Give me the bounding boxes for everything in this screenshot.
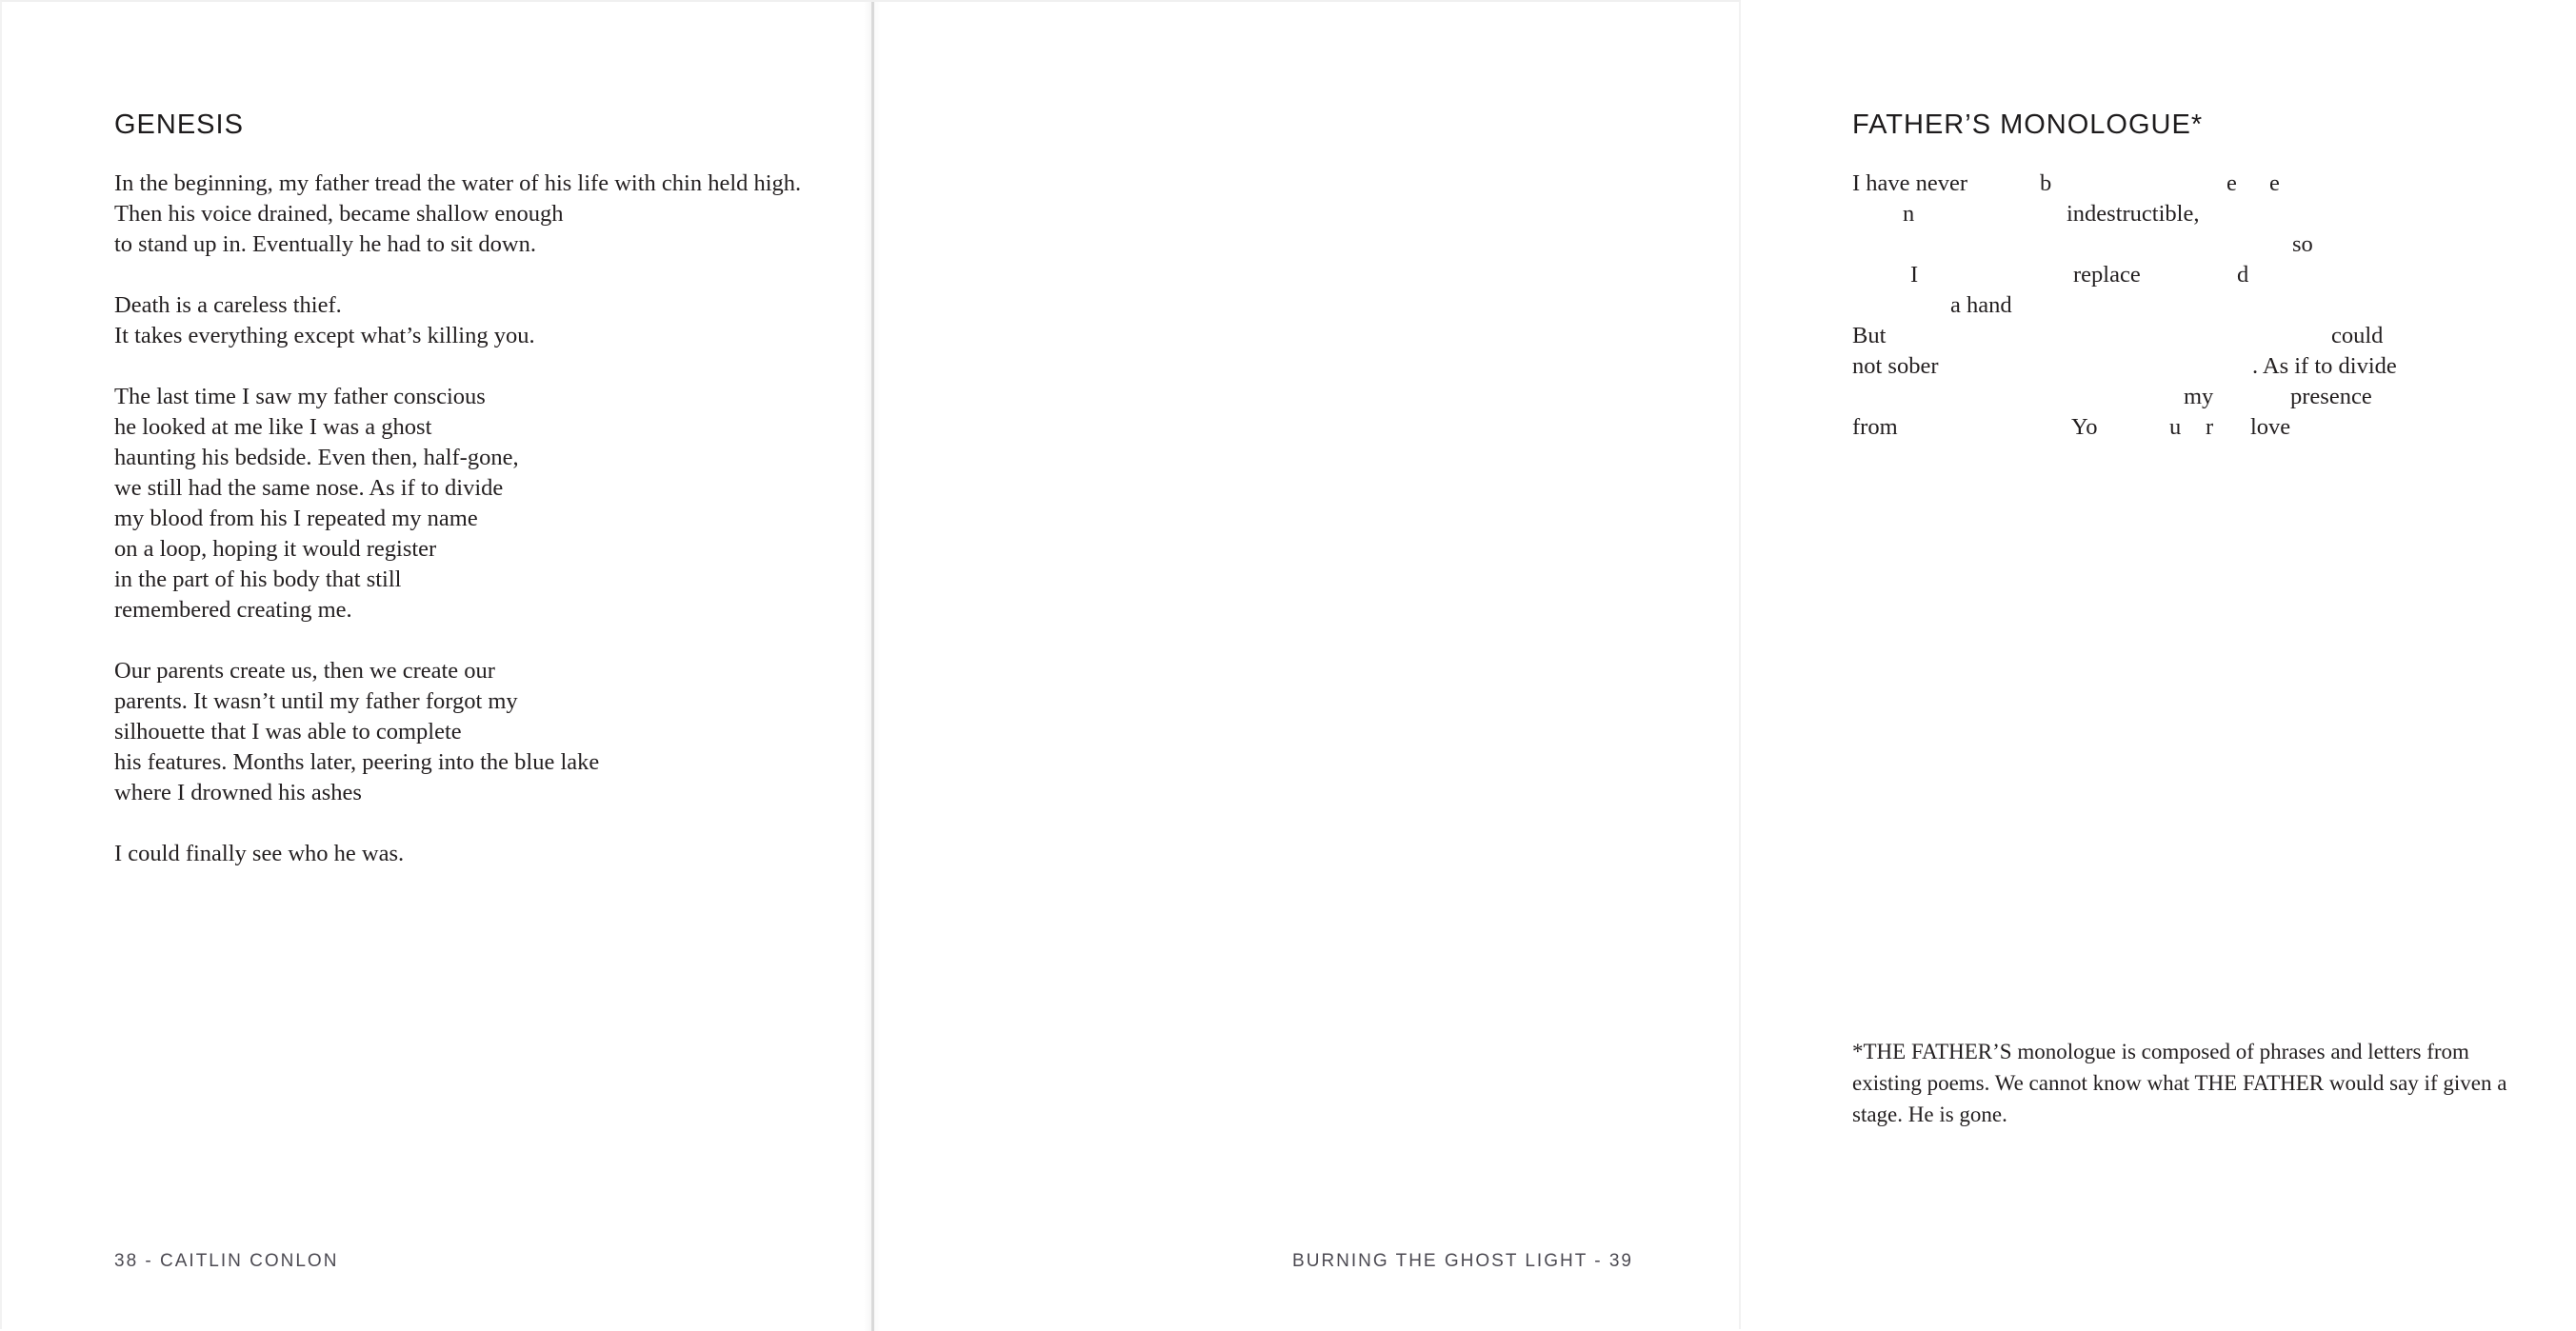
poem-line: in the part of his body that still: [114, 566, 402, 592]
poem-fragment: my: [2184, 384, 2214, 409]
poem-scatter-line: [1852, 382, 2576, 412]
poem-stanza: [114, 169, 802, 260]
poem-scatter-line: [1852, 290, 2576, 321]
page-title-fathers-monologue: FATHER’S MONOLOGUE*: [1852, 109, 2204, 140]
running-footer-right: BURNING THE GHOST LIGHT - 39: [1292, 1251, 1633, 1271]
poem-fragment: from: [1852, 414, 1898, 440]
poem-stanza: [114, 382, 781, 626]
poem-line: It takes everything except what’s killing you.: [114, 323, 535, 348]
poem-fragment: b: [2040, 170, 2052, 196]
running-footer-left: 38 - CAITLIN CONLON: [114, 1251, 339, 1271]
poem-fragment: d: [2237, 262, 2249, 288]
poem-fragment: replace: [2073, 262, 2141, 288]
poem-fragment: could: [2331, 323, 2384, 348]
poem-fragment: love: [2250, 414, 2291, 440]
right-page: [874, 2, 2507, 1331]
poem-line: haunting his bedside. Even then, half-gone,: [114, 445, 519, 470]
poem-scatter-line: [1852, 321, 2576, 351]
poem-stanza: [114, 290, 781, 351]
poem-line: Our parents create us, then we create our: [114, 658, 495, 684]
poem-scatter-line: [1852, 229, 2576, 260]
poem-line: his features. Months later, peering into the blue lake: [114, 749, 600, 775]
poem-fragment: Yo: [2071, 414, 2098, 440]
poem-stanza: [114, 656, 781, 808]
poem-fragment: r: [2206, 414, 2214, 440]
poem-line: I could finally see who he was.: [114, 841, 405, 866]
poem-fragment: . As if to divide: [2252, 353, 2397, 379]
poem-line: Death is a careless thief.: [114, 292, 342, 318]
poem-line: to stand up in. Eventually he had to sit down.: [114, 231, 536, 257]
left-page: [2, 2, 871, 1331]
poem-line: In the beginning, my father tread the water of his life with chin held high.: [114, 170, 802, 196]
poem-fragment: I have never: [1852, 170, 1968, 196]
poem-line: remembered creating me.: [114, 597, 352, 623]
poem-line: we still had the same nose. As if to divide: [114, 475, 504, 501]
poem-fragment: e: [2227, 170, 2237, 196]
poem-line: where I drowned his ashes: [114, 780, 362, 805]
poem-line: on a loop, hoping it would register: [114, 536, 437, 562]
poem-line: he looked at me like I was a ghost: [114, 414, 432, 440]
poem-scatter-line: [1852, 199, 2576, 229]
poem-fragment: not sober: [1852, 353, 1939, 379]
poem-fragment: indestructible,: [2067, 201, 2200, 227]
poem-line: silhouette that I was able to complete: [114, 719, 462, 745]
poem-fragment: n: [1903, 201, 1915, 227]
poem-line: Then his voice drained, became shallow enough: [114, 201, 564, 227]
poem-fragment: I: [1910, 262, 1919, 288]
poem-body-genesis: [114, 169, 802, 869]
poem-line: The last time I saw my father conscious: [114, 384, 486, 409]
page-title-genesis: GENESIS: [114, 109, 244, 140]
poem-fragment: presence: [2290, 384, 2372, 409]
gutter-shadow-left: [864, 2, 871, 1331]
poem-scatter-line: [1852, 169, 2576, 199]
footnote-text: *THE FATHER’S monologue is composed of phrases and letters from existing poems. We cannot know what THE FATHER would say if given a stage. He is gone.: [1852, 1040, 2507, 1126]
poem-stanza: [114, 839, 781, 869]
poem-line: my blood from his I repeated my name: [114, 506, 478, 531]
poem-fragment: e: [2269, 170, 2280, 196]
poem-line: parents. It wasn’t until my father forgot my: [114, 688, 518, 714]
poem-fragment: a hand: [1950, 292, 2012, 318]
poem-scatter-line: [1852, 351, 2576, 382]
poem-scatter-line: [1852, 260, 2576, 290]
poem-fragment: But: [1852, 323, 1887, 348]
poem-scatter-line: [1852, 412, 2576, 443]
poem-fragment: u: [2169, 414, 2182, 440]
poem-fragment: so: [2292, 231, 2313, 257]
poem-body-fathers-monologue: [1852, 169, 2576, 440]
